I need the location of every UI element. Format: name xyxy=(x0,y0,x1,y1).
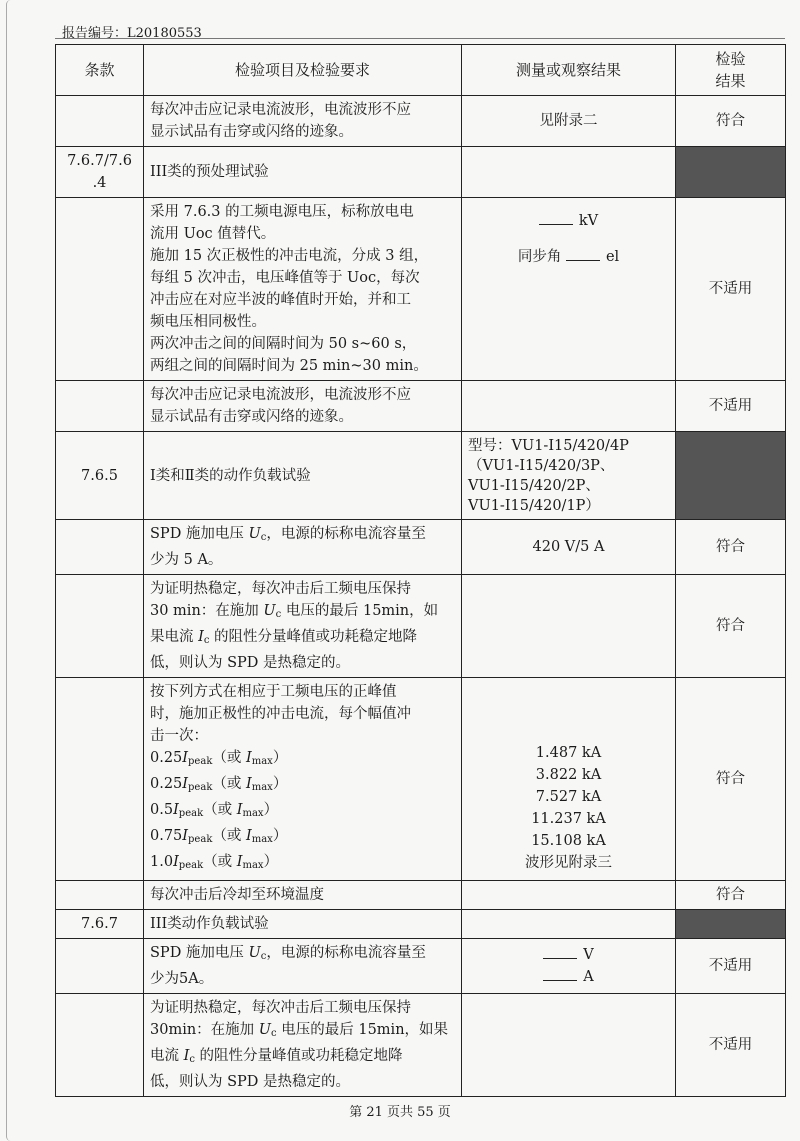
item-text-part: SPD 施加电压 xyxy=(150,526,249,542)
symbol-u: U xyxy=(248,945,261,961)
result-cell xyxy=(462,432,676,520)
table-row xyxy=(56,678,786,881)
volt-blank xyxy=(468,944,669,966)
item-text-part: ，电源的标称电流容量至 xyxy=(266,526,426,542)
clause-text: .4 xyxy=(92,175,107,191)
result-cell xyxy=(462,881,676,910)
clause-cell xyxy=(56,939,144,994)
clause-cell xyxy=(56,994,144,1097)
model-text: VU1-I15/420/2P、 xyxy=(468,477,600,494)
item-text: 两次冲击之间的间隔时间为 50 s~60 s， xyxy=(150,336,417,352)
table-row xyxy=(56,910,786,939)
verdict-cell: 符合 xyxy=(676,678,786,881)
table-row xyxy=(56,939,786,994)
item-text xyxy=(150,942,455,968)
header-rule xyxy=(55,38,785,39)
item-text xyxy=(150,600,455,626)
symbol-u: U xyxy=(248,526,261,542)
impulse-level xyxy=(150,851,455,877)
clause-cell: 7.6.5 xyxy=(56,432,144,520)
close-paren: ） xyxy=(272,828,288,844)
result-cell xyxy=(462,147,676,198)
shaded-cell xyxy=(676,432,786,520)
result-cell xyxy=(462,939,676,994)
symbol-sub-max: max xyxy=(251,834,273,845)
kv-blank xyxy=(468,210,669,232)
symbol-sub-peak: peak xyxy=(188,834,213,845)
model-text: （VU1-I15/420/3P、 xyxy=(468,457,615,474)
symbol-u: U xyxy=(258,1022,272,1038)
symbol-sub: c xyxy=(203,635,210,646)
symbol-i: I xyxy=(182,828,189,844)
item-text xyxy=(150,523,455,549)
impulse-level xyxy=(150,799,455,825)
table-row xyxy=(56,881,786,910)
header-item: 检验项目及检验要求 xyxy=(144,45,462,96)
impulse-level xyxy=(150,825,455,851)
clause-cell xyxy=(56,147,144,198)
result-cell xyxy=(462,198,676,381)
shaded-cell xyxy=(676,910,786,939)
or-text: （或 xyxy=(212,776,246,792)
or-text: （或 xyxy=(212,828,246,844)
shaded-cell xyxy=(676,147,786,198)
result-cell xyxy=(462,575,676,678)
header-verdict-line: 结果 xyxy=(715,72,746,90)
item-text: 冲击应在对应半波的峰值时开始，并和工 xyxy=(150,292,411,308)
current-value: 7.527 kA xyxy=(535,789,602,805)
item-cell xyxy=(144,678,462,881)
multiplier: 0.5 xyxy=(150,802,174,818)
symbol-i: I xyxy=(236,802,243,818)
item-text-part: 30min：在施加 xyxy=(150,1022,259,1038)
symbol-sub: c xyxy=(189,1054,195,1065)
or-text: （或 xyxy=(212,750,246,766)
model-text: 型号：VU1-I15/420/4P xyxy=(468,437,629,454)
verdict-cell: 符合 xyxy=(676,96,786,147)
unit-el: el xyxy=(605,249,620,265)
current-value: 3.822 kA xyxy=(535,767,602,783)
clause-cell xyxy=(56,198,144,381)
item-cell xyxy=(144,520,462,575)
waveform-note: 波形见附录三 xyxy=(525,855,612,871)
table-row xyxy=(56,198,786,381)
blank-line xyxy=(543,966,577,981)
item-text-part: SPD 施加电压 xyxy=(150,945,249,961)
item-text-part: ，电源的标称电流容量至 xyxy=(266,945,426,961)
item-text xyxy=(150,626,455,652)
table-row xyxy=(56,994,786,1097)
table-row xyxy=(56,381,786,432)
result-cell: 420 V/5 A xyxy=(462,520,676,575)
unit-a: A xyxy=(583,969,594,985)
symbol-sub-max: max xyxy=(251,782,273,793)
item-text: 每次冲击应记录电流波形，电流波形不应 xyxy=(150,387,411,403)
symbol-sub-peak: peak xyxy=(188,756,213,767)
item-cell xyxy=(144,198,462,381)
sync-angle xyxy=(468,246,669,268)
multiplier: 1.0 xyxy=(150,854,174,870)
item-text-part: 的阻性分量峰值或功耗稳定地降 xyxy=(209,629,418,645)
header-verdict-line: 检验 xyxy=(715,50,746,68)
item-text: 频电压相同极性。 xyxy=(150,314,266,330)
inspection-table xyxy=(55,44,786,1097)
item-text: 为证明热稳定，每次冲击后工频电压保持 xyxy=(150,581,411,597)
verdict-cell: 符合 xyxy=(676,575,786,678)
result-cell xyxy=(462,994,676,1097)
item-text: 施加 15 次正极性的冲击电流，分成 3 组， xyxy=(150,248,429,264)
item-text xyxy=(150,1045,455,1071)
item-text: 低，则认为 SPD 是热稳定的。 xyxy=(150,655,351,671)
symbol-sub: c xyxy=(260,532,267,543)
multiplier: 0.75 xyxy=(150,828,183,844)
blank-line xyxy=(566,246,600,261)
item-text xyxy=(150,1019,455,1045)
item-text: 时，施加正极性的冲击电流，每个幅值冲 xyxy=(150,706,411,722)
table-row xyxy=(56,520,786,575)
symbol-i: I xyxy=(198,629,204,645)
item-text: 显示试品有击穿或闪络的迹象。 xyxy=(150,409,353,425)
clause-cell xyxy=(56,96,144,147)
clause-cell xyxy=(56,575,144,678)
clause-text: 7.6.7/7.6 xyxy=(67,153,132,169)
item-cell xyxy=(144,994,462,1097)
verdict-cell: 不适用 xyxy=(676,939,786,994)
result-cell xyxy=(462,678,676,881)
verdict-cell: 符合 xyxy=(676,520,786,575)
item-cell xyxy=(144,381,462,432)
symbol-sub-max: max xyxy=(242,860,264,871)
impulse-level xyxy=(150,773,455,799)
sync-label: 同步角 xyxy=(517,249,562,265)
verdict-cell: 不适用 xyxy=(676,381,786,432)
table-row xyxy=(56,432,786,520)
verdict-cell: 符合 xyxy=(676,881,786,910)
symbol-sub-peak: peak xyxy=(178,860,204,871)
item-text: 每次冲击应记录电流波形，电流波形不应 xyxy=(150,102,411,118)
item-text-part: 30 min：在施加 xyxy=(150,603,264,619)
item-cell: III类动作负载试验 xyxy=(144,910,462,939)
item-cell xyxy=(144,96,462,147)
unit-kv: kV xyxy=(578,213,599,229)
item-text: 击一次： xyxy=(150,728,208,744)
symbol-sub-peak: peak xyxy=(188,782,213,793)
clause-cell: 7.6.7 xyxy=(56,910,144,939)
amp-blank xyxy=(468,966,669,988)
table-header-row xyxy=(56,45,786,96)
header-clause: 条款 xyxy=(56,45,144,96)
symbol-i: I xyxy=(183,1048,190,1064)
table-row xyxy=(56,147,786,198)
close-paren: ） xyxy=(263,854,279,870)
result-cell xyxy=(462,381,676,432)
symbol-i: I xyxy=(182,750,189,766)
item-cell: Ⅰ类和Ⅱ类的动作负载试验 xyxy=(144,432,462,520)
item-text: 为证明热稳定，每次冲击后工频电压保持 xyxy=(150,1000,411,1016)
clause-cell xyxy=(56,881,144,910)
item-cell xyxy=(144,939,462,994)
result-cell xyxy=(462,910,676,939)
header-verdict xyxy=(676,45,786,96)
or-text: （或 xyxy=(203,802,237,818)
item-text: 每组 5 次冲击，电压峰值等于 Uoc，每次 xyxy=(150,270,420,286)
multiplier: 0.25 xyxy=(150,750,183,766)
item-text: 显示试品有击穿或闪络的迹象。 xyxy=(150,124,353,140)
symbol-i: I xyxy=(173,802,179,818)
item-text: 低，则认为 SPD 是热稳定的。 xyxy=(150,1074,351,1090)
header-result: 测量或观察结果 xyxy=(462,45,676,96)
table-row xyxy=(56,575,786,678)
symbol-sub-max: max xyxy=(251,756,273,767)
multiplier: 0.25 xyxy=(150,776,183,792)
item-text: 少为 5 A。 xyxy=(150,552,223,568)
clause-cell xyxy=(56,381,144,432)
symbol-sub: c xyxy=(271,1028,277,1039)
symbol-i: I xyxy=(245,776,252,792)
or-text: （或 xyxy=(203,854,237,870)
symbol-i: I xyxy=(245,828,252,844)
item-cell: 每次冲击后冷却至环境温度 xyxy=(144,881,462,910)
item-text: 按下列方式在相应于工频电压的正峰值 xyxy=(150,684,397,700)
binding-edge xyxy=(6,0,15,1141)
item-cell xyxy=(144,575,462,678)
current-value: 1.487 kA xyxy=(535,745,602,761)
current-value: 15.108 kA xyxy=(531,833,606,849)
clause-cell xyxy=(56,520,144,575)
unit-v: V xyxy=(583,947,594,963)
symbol-sub: c xyxy=(275,609,282,620)
blank-line xyxy=(543,944,577,959)
verdict-cell: 不适用 xyxy=(676,198,786,381)
item-text-part: 电压的最后 15min，如果 xyxy=(276,1022,449,1038)
result-cell: 见附录二 xyxy=(462,96,676,147)
item-text-part: 电流 xyxy=(150,1048,184,1064)
blank-line xyxy=(539,210,573,225)
symbol-i: I xyxy=(173,854,179,870)
symbol-sub-peak: peak xyxy=(178,808,204,819)
page-number: 第 21 页共 55 页 xyxy=(349,1105,451,1120)
symbol-sub: c xyxy=(260,951,267,962)
item-text: 两组之间的间隔时间为 25 min~30 min。 xyxy=(150,358,428,374)
item-cell: III类的预处理试验 xyxy=(144,147,462,198)
symbol-i: I xyxy=(245,750,252,766)
item-text: 采用 7.6.3 的工频电源电压，标称放电电 xyxy=(150,204,414,220)
table-row xyxy=(56,96,786,147)
verdict-cell: 不适用 xyxy=(676,994,786,1097)
symbol-u: U xyxy=(263,603,276,619)
item-text-part: 的阻性分量峰值或功耗稳定地降 xyxy=(194,1048,403,1064)
impulse-level xyxy=(150,747,455,773)
symbol-i: I xyxy=(182,776,189,792)
report-number: 报告编号：L20180553 xyxy=(62,26,202,41)
close-paren: ） xyxy=(263,802,279,818)
item-text: 少为5A。 xyxy=(150,971,214,987)
close-paren: ） xyxy=(272,750,288,766)
current-value: 11.237 kA xyxy=(531,811,606,827)
symbol-sub-max: max xyxy=(242,808,264,819)
item-text: 流用 Uoc 值替代。 xyxy=(150,226,276,242)
symbol-i: I xyxy=(236,854,243,870)
item-text-part: 果电流 xyxy=(150,629,199,645)
close-paren: ） xyxy=(272,776,288,792)
clause-cell xyxy=(56,678,144,881)
item-text-part: 电压的最后 15min，如 xyxy=(281,603,439,619)
model-text: VU1-I15/420/1P） xyxy=(468,497,600,514)
